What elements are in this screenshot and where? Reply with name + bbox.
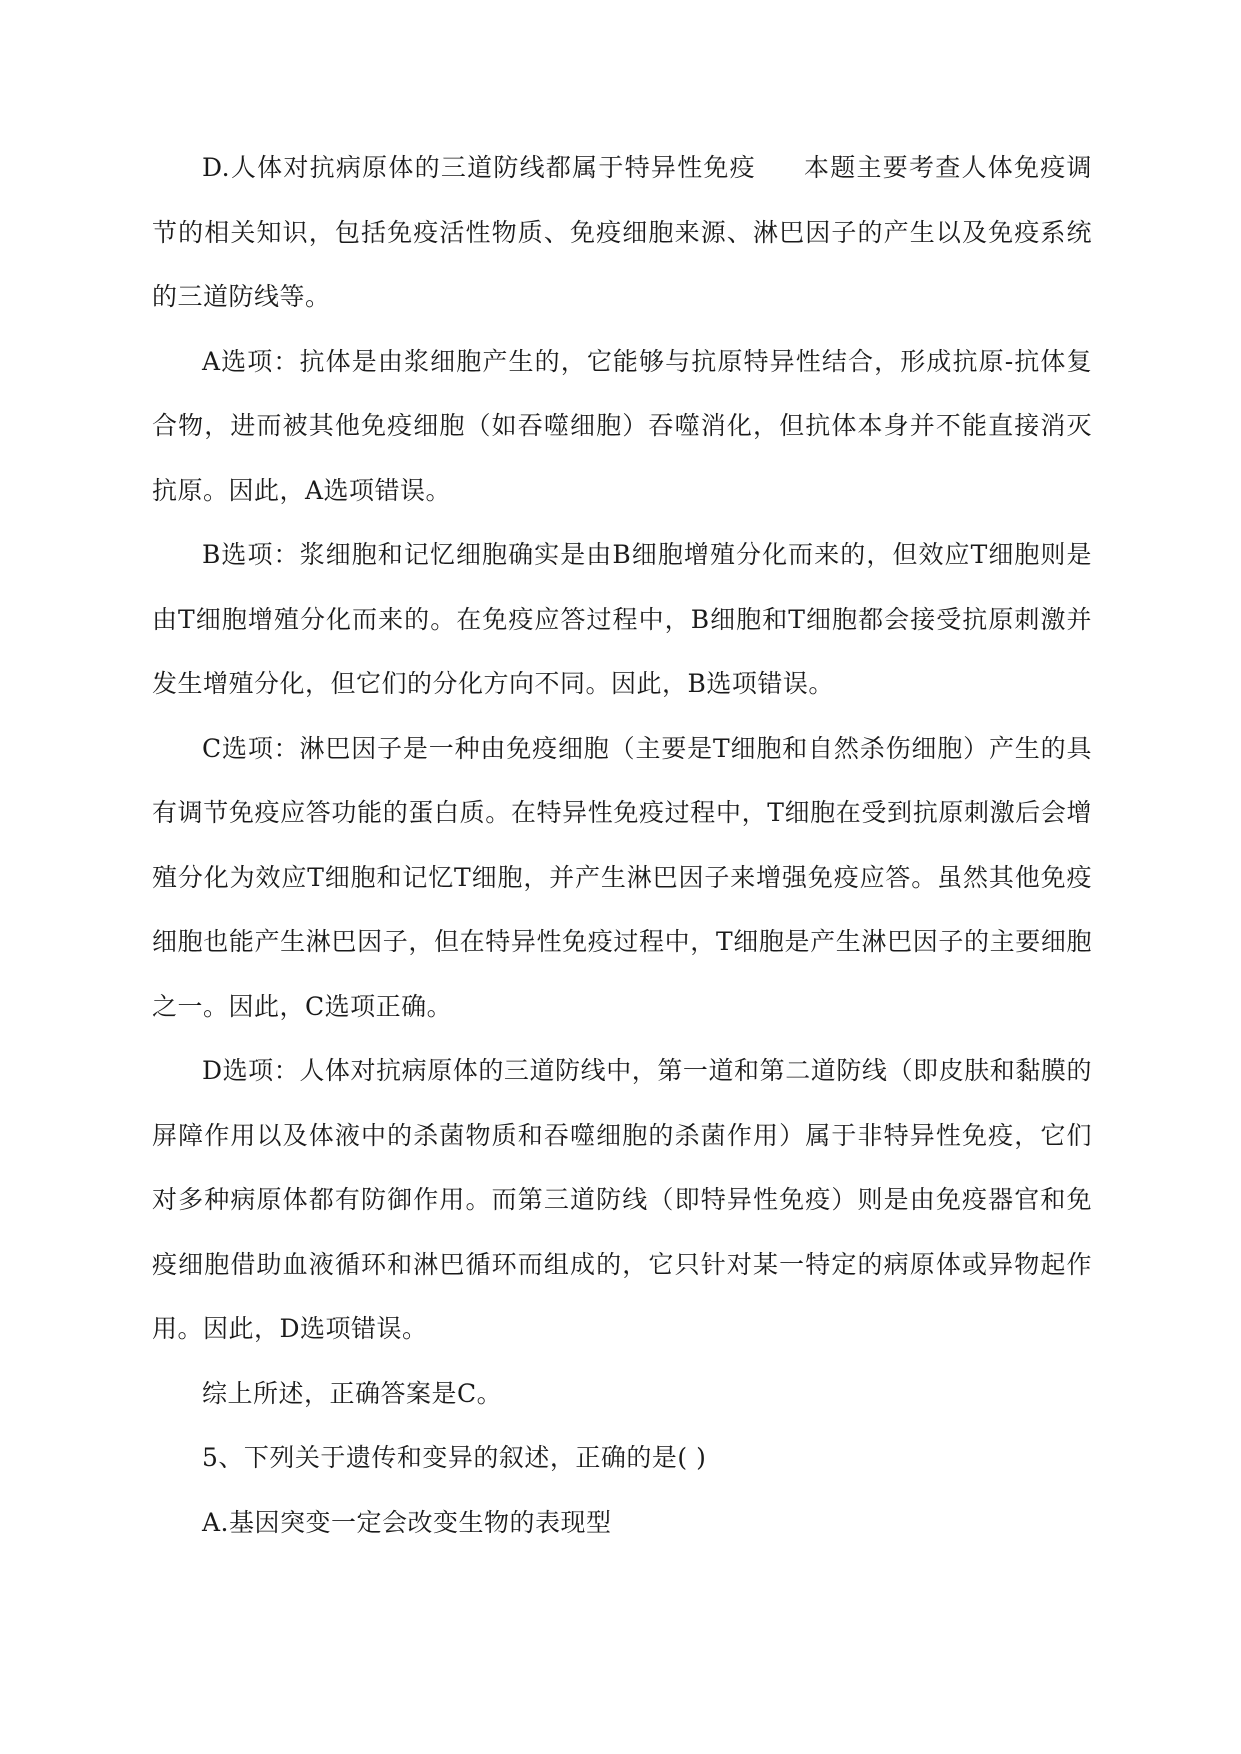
question-5-stem: 5、下列关于遗传和变异的叙述，正确的是( ) bbox=[202, 1443, 707, 1472]
paragraph-option-b-explanation bbox=[152, 523, 1092, 717]
option-d-statement: D.人体对抗病原体的三道防线都属于特异性免疫 bbox=[202, 153, 756, 182]
paragraph-question-5-option-a bbox=[152, 1491, 1092, 1556]
option-b-explanation-text: B选项：浆细胞和记忆细胞确实是由B细胞增殖分化而来的，但效应T细胞则是由T细胞增殖分化而来的。在免疫应答过程中，B细胞和T细胞都会接受抗原刺激并发生增殖分化，但它们的分化方向不同。因此，B选项错误。 bbox=[152, 540, 1092, 698]
conclusion-text: 综上所述，正确答案是C。 bbox=[202, 1378, 503, 1408]
question-5-option-a: A.基因突变一定会改变生物的表现型 bbox=[202, 1507, 612, 1537]
paragraph-question-5 bbox=[152, 1426, 1092, 1491]
analysis-intro: 本题主要考查人体免疫调节的相关知识，包括免疫活性物质、免疫细胞来源、淋巴因子的产生以及免疫系统的三道防线等。 bbox=[152, 153, 1092, 311]
option-d-explanation-text: D选项：人体对抗病原体的三道防线中，第一道和第二道防线（即皮肤和黏膜的屏障作用以及体液中的杀菌物质和吞噬细胞的杀菌作用）属于非特异性免疫，它们对多种病原体都有防御作用。而第三道防线（即特异性免疫）则是由免疫器官和免疫细胞借助血液循环和淋巴循环而组成的，它只针对某一特定的病原体或异物起作用。因此，D选项错误。 bbox=[152, 1056, 1092, 1343]
paragraph-option-a-explanation bbox=[152, 330, 1092, 524]
paragraph-option-c-explanation bbox=[152, 717, 1092, 1040]
paragraph-option-d-explanation bbox=[152, 1039, 1092, 1362]
paragraph-option-d-and-analysis bbox=[152, 136, 1092, 330]
option-a-explanation-text: A选项：抗体是由浆细胞产生的，它能够与抗原特异性结合，形成抗原-抗体复合物，进而被其他免疫细胞（如吞噬细胞）吞噬消化，但抗体本身并不能直接消灭抗原。因此，A选项错误。 bbox=[152, 346, 1092, 505]
paragraph-conclusion bbox=[152, 1362, 1092, 1427]
option-c-explanation-text: C选项：淋巴因子是一种由免疫细胞（主要是T细胞和自然杀伤细胞）产生的具有调节免疫应答功能的蛋白质。在特异性免疫过程中，T细胞在受到抗原刺激后会增殖分化为效应T细胞和记忆T细胞，并产生淋巴因子来增强免疫应答。虽然其他免疫细胞也能产生淋巴因子，但在特异性免疫过程中，T细胞是产生淋巴因子的主要细胞之一。因此，C选项正确。 bbox=[152, 733, 1092, 1021]
document-body bbox=[152, 136, 1092, 1555]
